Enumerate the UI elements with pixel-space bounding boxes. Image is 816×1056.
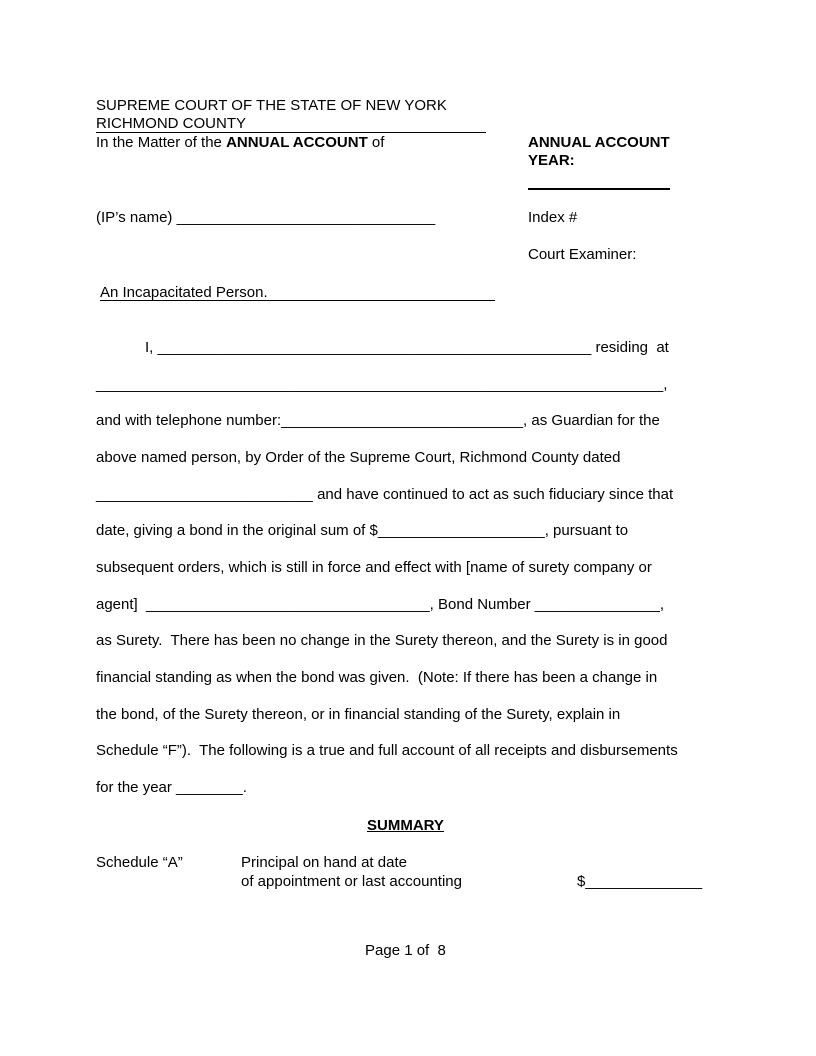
annual-account-label: ANNUAL ACCOUNT [528, 134, 670, 151]
body-line-4: above named person, by Order of the Supreme Court, Richmond County dated [96, 449, 621, 466]
body-line-5: __________________________ and have continued to act as such fiduciary since that [96, 486, 674, 503]
body-line-2: ____________________________________________________________________, [96, 376, 668, 393]
body-line-7: subsequent orders, which is still in force and effect with [name of surety company or [96, 559, 652, 576]
court-examiner-label: Court Examiner: [528, 246, 637, 263]
matter-bold: ANNUAL ACCOUNT [226, 134, 368, 151]
schedule-a-amount[interactable]: $______________ [577, 873, 703, 890]
year-label: YEAR: [528, 152, 575, 169]
body-line-3: and with telephone number:_____________________________, as Guardian for the [96, 412, 660, 429]
body-line-6: date, giving a bond in the original sum of $____________________, pursuant to [96, 522, 629, 539]
matter-prefix: In the Matter of the [96, 134, 227, 151]
schedule-a-desc-1: Principal on hand at date [241, 854, 407, 871]
matter-suffix: of [367, 134, 385, 151]
year-field[interactable] [528, 188, 670, 190]
index-label: Index # [528, 209, 578, 226]
summary-heading: SUMMARY [367, 817, 444, 834]
matter-line [96, 134, 384, 152]
body-line-1: I, ____________________________________________________ residing at [145, 339, 669, 356]
incapacitated-rule [100, 300, 495, 301]
ip-name-field[interactable]: (IP’s name) _______________________________ [96, 209, 436, 226]
body-line-9: as Surety. There has been no change in the Surety thereon, and the Surety is in good [96, 632, 668, 649]
page-number: Page 1 of 8 [365, 942, 446, 959]
header-rule [96, 132, 486, 133]
body-line-10: financial standing as when the bond was given. (Note: If there has been a change in [96, 669, 658, 686]
court-name: SUPREME COURT OF THE STATE OF NEW YORK [96, 97, 447, 114]
incapacitated-label: An Incapacitated Person. [100, 284, 268, 301]
body-line-12: Schedule “F”). The following is a true and full account of all receipts and disbursements [96, 742, 678, 759]
body-line-11: the bond, of the Surety thereon, or in financial standing of the Surety, explain in [96, 706, 621, 723]
schedule-a-label: Schedule “A” [96, 854, 183, 871]
body-line-13: for the year ________. [96, 779, 247, 796]
body-line-8: agent] __________________________________, Bond Number _______________, [96, 596, 665, 613]
schedule-a-desc-2: of appointment or last accounting [241, 873, 462, 890]
county-name: RICHMOND COUNTY [96, 115, 246, 132]
